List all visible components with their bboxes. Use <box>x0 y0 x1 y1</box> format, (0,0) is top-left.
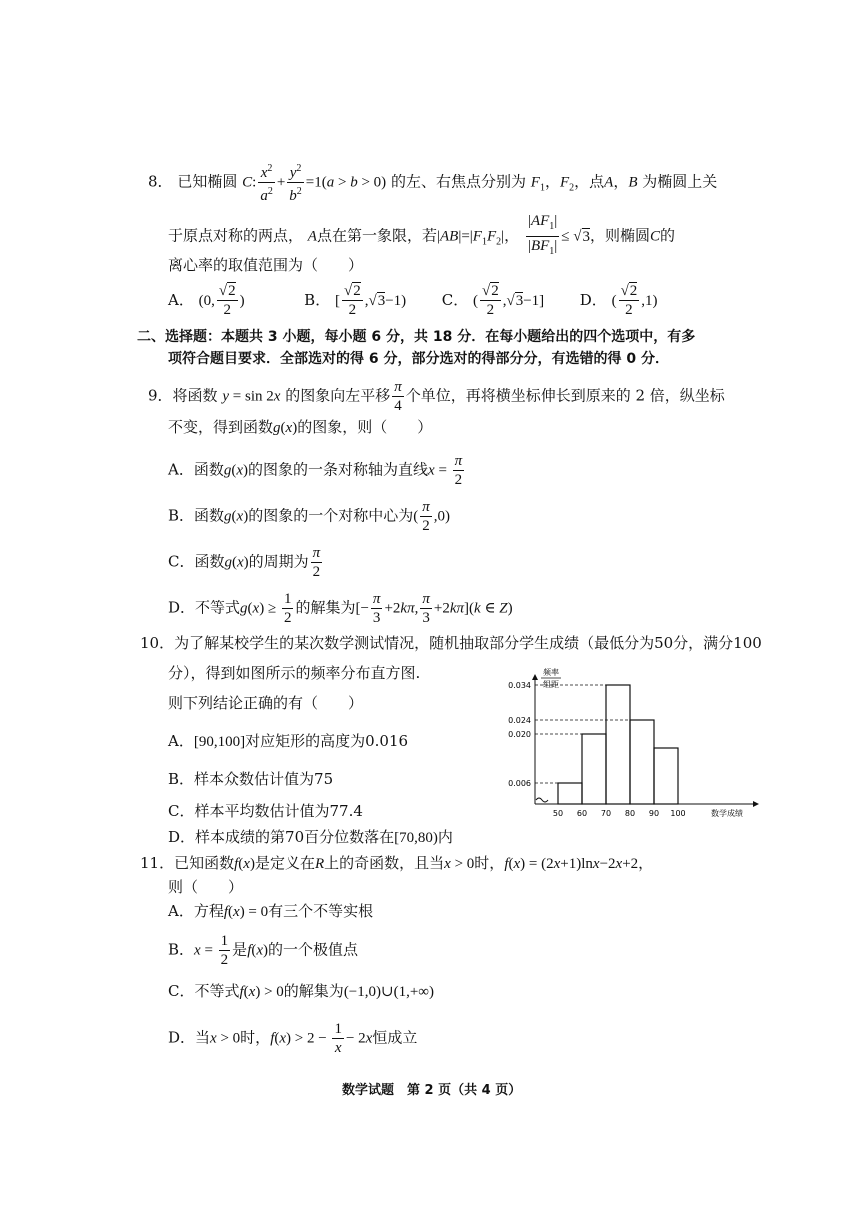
q11-option-d: D．当x > 0时，f(x) > 2 − $\frac{1}{x}$ − 2x恒成立 <box>168 1021 418 1056</box>
x-axis-arrow <box>753 801 759 807</box>
x-axis-label: 数学成绩 <box>711 809 743 818</box>
q8-line3: 离心率的取值范围为（ ） <box>168 256 364 274</box>
histogram-labels <box>508 667 743 818</box>
y-axis-arrow <box>532 674 538 680</box>
q11-line1: 11．已知函数f(x)是定义在R上的奇函数，且当x > 0时，f(x) = (2x+1)lnx−2x+2， <box>140 854 654 872</box>
ellipse-equation: C <box>242 174 253 191</box>
section2-title-line2: 项符合题目要求．全部选对的得 6 分，部分选对的得部分分，有选错的得 0 分． <box>168 351 669 367</box>
q10-line2: 分），得到如图所示的频率分布直方图. <box>168 664 421 682</box>
y-axis-label-top: 频率 <box>543 668 559 677</box>
histogram-bar <box>630 720 654 804</box>
q9-line1: 9．将函数 y = sin 2x 的图象向左平移 $\frac{\pi}{4}$ 个单位，再将横坐标伸长到原来的 2 倍，纵坐标 <box>148 379 725 414</box>
y-tick-label: 0.020 <box>508 730 531 739</box>
q8-option-c: C． ( $\frac{√2}{2}$ ,√3−1] <box>441 283 545 318</box>
q9-option-b: B．函数g(x)的图象的一个对称中心为( $\frac{\pi}{2}$ ,0) <box>168 499 450 534</box>
x-tick-label: 70 <box>600 809 612 818</box>
q8-option-b: B． [ $\frac{√2}{2}$ ,√3−1) <box>304 283 407 318</box>
q9-option-d: D．不等式g(x) ≥ $\frac{1}{2}$ 的解集为[− $\frac{\pi}{3}$ +2kπ, $\frac{\pi}{3}$ +2kπ](k ∈ Z) <box>168 591 513 626</box>
axis-break <box>536 798 548 802</box>
page-footer: 数学试题 第 2 页（共 4 页） <box>342 1083 522 1098</box>
q8-option-d: D． ( $\frac{√2}{2}$ ,1) <box>579 283 658 318</box>
y-tick-label: 0.034 <box>508 681 531 690</box>
histogram-bar <box>582 734 606 804</box>
histogram-bar <box>654 748 678 804</box>
q9-line2: 不变，得到函数g(x)的图象，则（ ） <box>168 418 433 436</box>
q10-option-a: A．[90,100]对应矩形的高度为0.016 <box>168 732 409 750</box>
q10-option-b: B．样本众数估计值为75 <box>168 770 334 788</box>
q8-line1: 8． 已知椭圆 C: $\frac{x^2}{a^2}$ + $\frac{y^2}{b^2}$ =1(a > b > 0) 的左、右焦点分别为 $F_1$，$F_2$，点A，B 为椭圆上关 <box>148 160 717 205</box>
q10-line3: 则下列结论正确的有（ ） <box>168 694 364 712</box>
q10-option-d: D．样本成绩的第70百分位数落在[70,80)内 <box>168 828 453 846</box>
x-tick-label: 80 <box>624 809 636 818</box>
q8-options <box>168 282 658 319</box>
q11-option-a: A．方程f(x) = 0有三个不等实根 <box>168 902 374 920</box>
histogram-bar <box>558 783 582 804</box>
frequency-histogram <box>495 664 760 824</box>
q10-option-c: C．样本平均数估计值为77.4 <box>168 802 363 820</box>
q9-option-c: C．函数g(x)的周期为 $\frac{\pi}{2}$ <box>168 545 321 580</box>
q9-option-a: A．函数g(x)的图象的一条对称轴为直线x = $\frac{\pi}{2}$ <box>168 453 463 488</box>
y-axis-label-bottom: 组距 <box>543 680 559 689</box>
x-tick-label: 50 <box>552 809 564 818</box>
x-tick-label: 60 <box>576 809 588 818</box>
q8-option-a: A． (0, $\frac{√2}{2}$ ) <box>168 283 245 318</box>
y-tick-label: 0.006 <box>508 779 531 788</box>
section2-title-line1: 二、选择题：本题共 3 小题，每小题 6 分，共 18 分．在每小题给出的四个选项中，有多 <box>137 329 696 345</box>
y-tick-label: 0.024 <box>508 716 531 725</box>
q11-option-b: B．x = $\frac{1}{2}$ 是f(x)的一个极值点 <box>168 933 359 968</box>
q8-number: 8． <box>148 172 173 191</box>
histogram-bar <box>606 685 630 804</box>
histogram-bars <box>558 685 678 804</box>
q8-line2: 于原点对称的两点， A点在第一象限，若$|AB|=|F_1F_2|$， $\frac{|AF_1|}{|BF_1|}$ ≤ √3，则椭圆C的 <box>168 213 676 257</box>
x-tick-label: 100 <box>670 809 686 818</box>
q11-option-c: C．不等式f(x) > 0的解集为(−1,0)∪(1,+∞) <box>168 982 434 1000</box>
q11-line2: 则（ ） <box>168 878 244 896</box>
histogram-axes <box>532 674 759 807</box>
q10-line1: 10．为了解某校学生的某次数学测试情况，随机抽取部分学生成绩（最低分为50分，满分100 <box>140 634 762 652</box>
x-tick-label: 90 <box>648 809 660 818</box>
